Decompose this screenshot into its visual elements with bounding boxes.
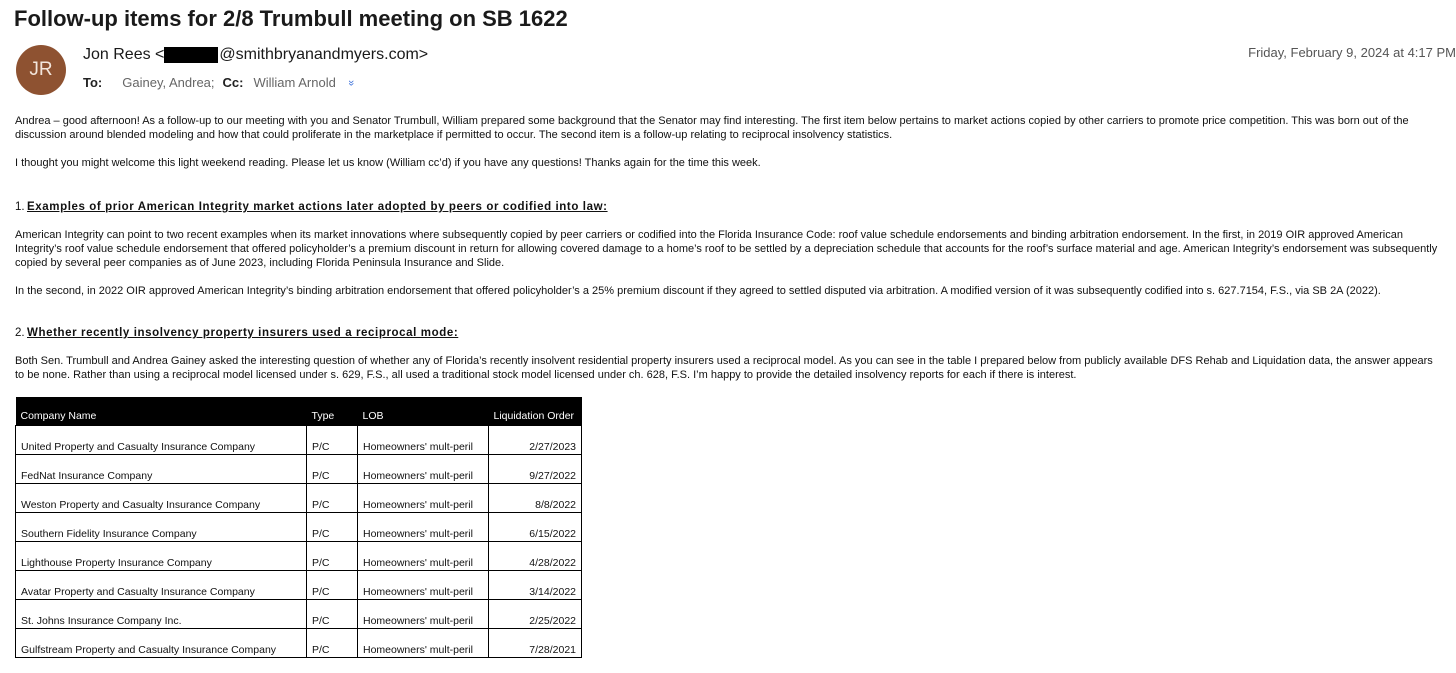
section-1-paragraph-1: American Integrity can point to two recent examples when its market innovations where subsequently copied by peer carriers or codified into the Florida Insurance Code: roof value schedule endorsements and binding arbitration endorsement. In the first, in 2019 OIR approved American Integrity’s roof value schedule endorsement that offered policyholder’s a premium discount in return for allowing covered damage to a home’s roof to be settled by a depreciation schedule that accounts for the roof’s surface material and age. American Integrity’s endorsement was subsequently copied by several peer companies as of June 2023, including Florida Peninsula Insurance and Slide.: [15, 229, 1438, 269]
company-name-cell: FedNat Insurance Company: [16, 455, 307, 484]
section-2-paragraph-1: Both Sen. Trumbull and Andrea Gainey asked the interesting question of whether any of Florida’s recently insolvent residential property insurers used a reciprocal model. As you can see in the table I prepared below from publicly available DFS Rehab and Liquidation data, the answer appears to be none. Rather than using a reciprocal model licensed under s. 629, F.S., all used a traditional stock model licensed under ch. 628, F.S. I’m happy to provide the detailed insolvency reports for each if there is interest.: [15, 355, 1433, 381]
email-body: [15, 114, 1441, 382]
section-1-number: 1.: [15, 201, 25, 213]
sent-date: Friday, February 9, 2024 at 4:17 PM: [1248, 45, 1456, 60]
recipients-line: [83, 75, 357, 90]
header-lob: LOB: [358, 397, 489, 426]
lob-cell: Homeowners' mult-peril: [358, 513, 489, 542]
type-cell: P/C: [307, 542, 358, 571]
lob-cell: Homeowners' mult-peril: [358, 455, 489, 484]
liquidation-date-cell: 7/28/2021: [489, 629, 582, 658]
lob-cell: Homeowners' mult-peril: [358, 600, 489, 629]
company-name-cell: Weston Property and Casualty Insurance Company: [16, 484, 307, 513]
liquidation-date-cell: 6/15/2022: [489, 513, 582, 542]
company-name-cell: United Property and Casualty Insurance Company: [16, 426, 307, 455]
closing-paragraph: I thought you might welcome this light weekend reading. Please let us know (William cc’d) if you have any questions! Thanks again for the time this week.: [15, 157, 761, 169]
section-2-title: Whether recently insolvency property insurers used a reciprocal mode:: [27, 327, 459, 339]
type-cell: P/C: [307, 455, 358, 484]
header-company-name: Company Name: [16, 397, 307, 426]
type-cell: P/C: [307, 629, 358, 658]
section-1-heading: [15, 200, 1441, 214]
to-recipient[interactable]: Gainey, Andrea;: [122, 75, 215, 90]
liquidation-date-cell: 2/25/2022: [489, 600, 582, 629]
company-name-cell: St. Johns Insurance Company Inc.: [16, 600, 307, 629]
company-name-cell: Lighthouse Property Insurance Company: [16, 542, 307, 571]
table-row: [16, 484, 582, 513]
email-subject: Follow-up items for 2/8 Trumbull meeting on SB 1622: [14, 6, 568, 31]
liquidation-date-cell: 8/8/2022: [489, 484, 582, 513]
table-row: [16, 600, 582, 629]
lob-cell: Homeowners' mult-peril: [358, 484, 489, 513]
avatar-initials: JR: [29, 59, 53, 80]
liquidation-date-cell: 9/27/2022: [489, 455, 582, 484]
liquidation-date-cell: 2/27/2023: [489, 426, 582, 455]
company-name-cell: Avatar Property and Casualty Insurance Company: [16, 571, 307, 600]
header-liquidation-order: Liquidation Order: [489, 397, 582, 426]
sender-avatar[interactable]: [16, 45, 66, 95]
type-cell: P/C: [307, 571, 358, 600]
cc-label: Cc:: [222, 75, 244, 90]
company-name-cell: Gulfstream Property and Casualty Insurance Company: [16, 629, 307, 658]
sender-name: Jon Rees <: [83, 46, 165, 63]
intro-paragraph: Andrea – good afternoon! As a follow-up to our meeting with you and Senator Trumbull, William prepared some background that the Senator may find interesting. The first item below pertains to market actions copied by other carriers to promote price competition. This was born out of the discussion around blended modeling and how that could proliferate in the marketplace if permitted to occur. The second item is a follow-up relating to reciprocal insolvency statistics.: [15, 115, 1409, 141]
section-1-title: Examples of prior American Integrity market actions later adopted by peers or codified into law:: [27, 201, 608, 213]
type-cell: P/C: [307, 600, 358, 629]
section-2-number: 2.: [15, 327, 25, 339]
insolvency-table: [15, 397, 582, 658]
type-cell: P/C: [307, 513, 358, 542]
expand-recipients-icon[interactable]: »: [344, 79, 357, 86]
lob-cell: Homeowners' mult-peril: [358, 629, 489, 658]
sender-domain: @smithbryanandmyers.com>: [219, 46, 429, 63]
table-row: [16, 542, 582, 571]
table-row: [16, 629, 582, 658]
to-label: To:: [83, 75, 103, 90]
section-2-heading: [15, 326, 1441, 340]
sender-line[interactable]: [83, 46, 428, 64]
type-cell: P/C: [307, 484, 358, 513]
liquidation-date-cell: 4/28/2022: [489, 542, 582, 571]
company-name-cell: Southern Fidelity Insurance Company: [16, 513, 307, 542]
table-row: [16, 513, 582, 542]
table-header-row: [16, 397, 582, 426]
cc-recipient[interactable]: William Arnold: [253, 75, 336, 90]
redaction-bar: [164, 47, 218, 63]
lob-cell: Homeowners' mult-peril: [358, 571, 489, 600]
header-type: Type: [307, 397, 358, 426]
section-1-paragraph-2: In the second, in 2022 OIR approved American Integrity’s binding arbitration endorsement that offered policyholder’s a 25% premium discount if they agreed to settled disputed via arbitration. A modified version of it was subsequently codified into s. 627.7154, F.S., via SB 2A (2022).: [15, 285, 1381, 297]
table-row: [16, 455, 582, 484]
lob-cell: Homeowners' mult-peril: [358, 426, 489, 455]
table-row: [16, 426, 582, 455]
type-cell: P/C: [307, 426, 358, 455]
liquidation-date-cell: 3/14/2022: [489, 571, 582, 600]
lob-cell: Homeowners' mult-peril: [358, 542, 489, 571]
table-row: [16, 571, 582, 600]
